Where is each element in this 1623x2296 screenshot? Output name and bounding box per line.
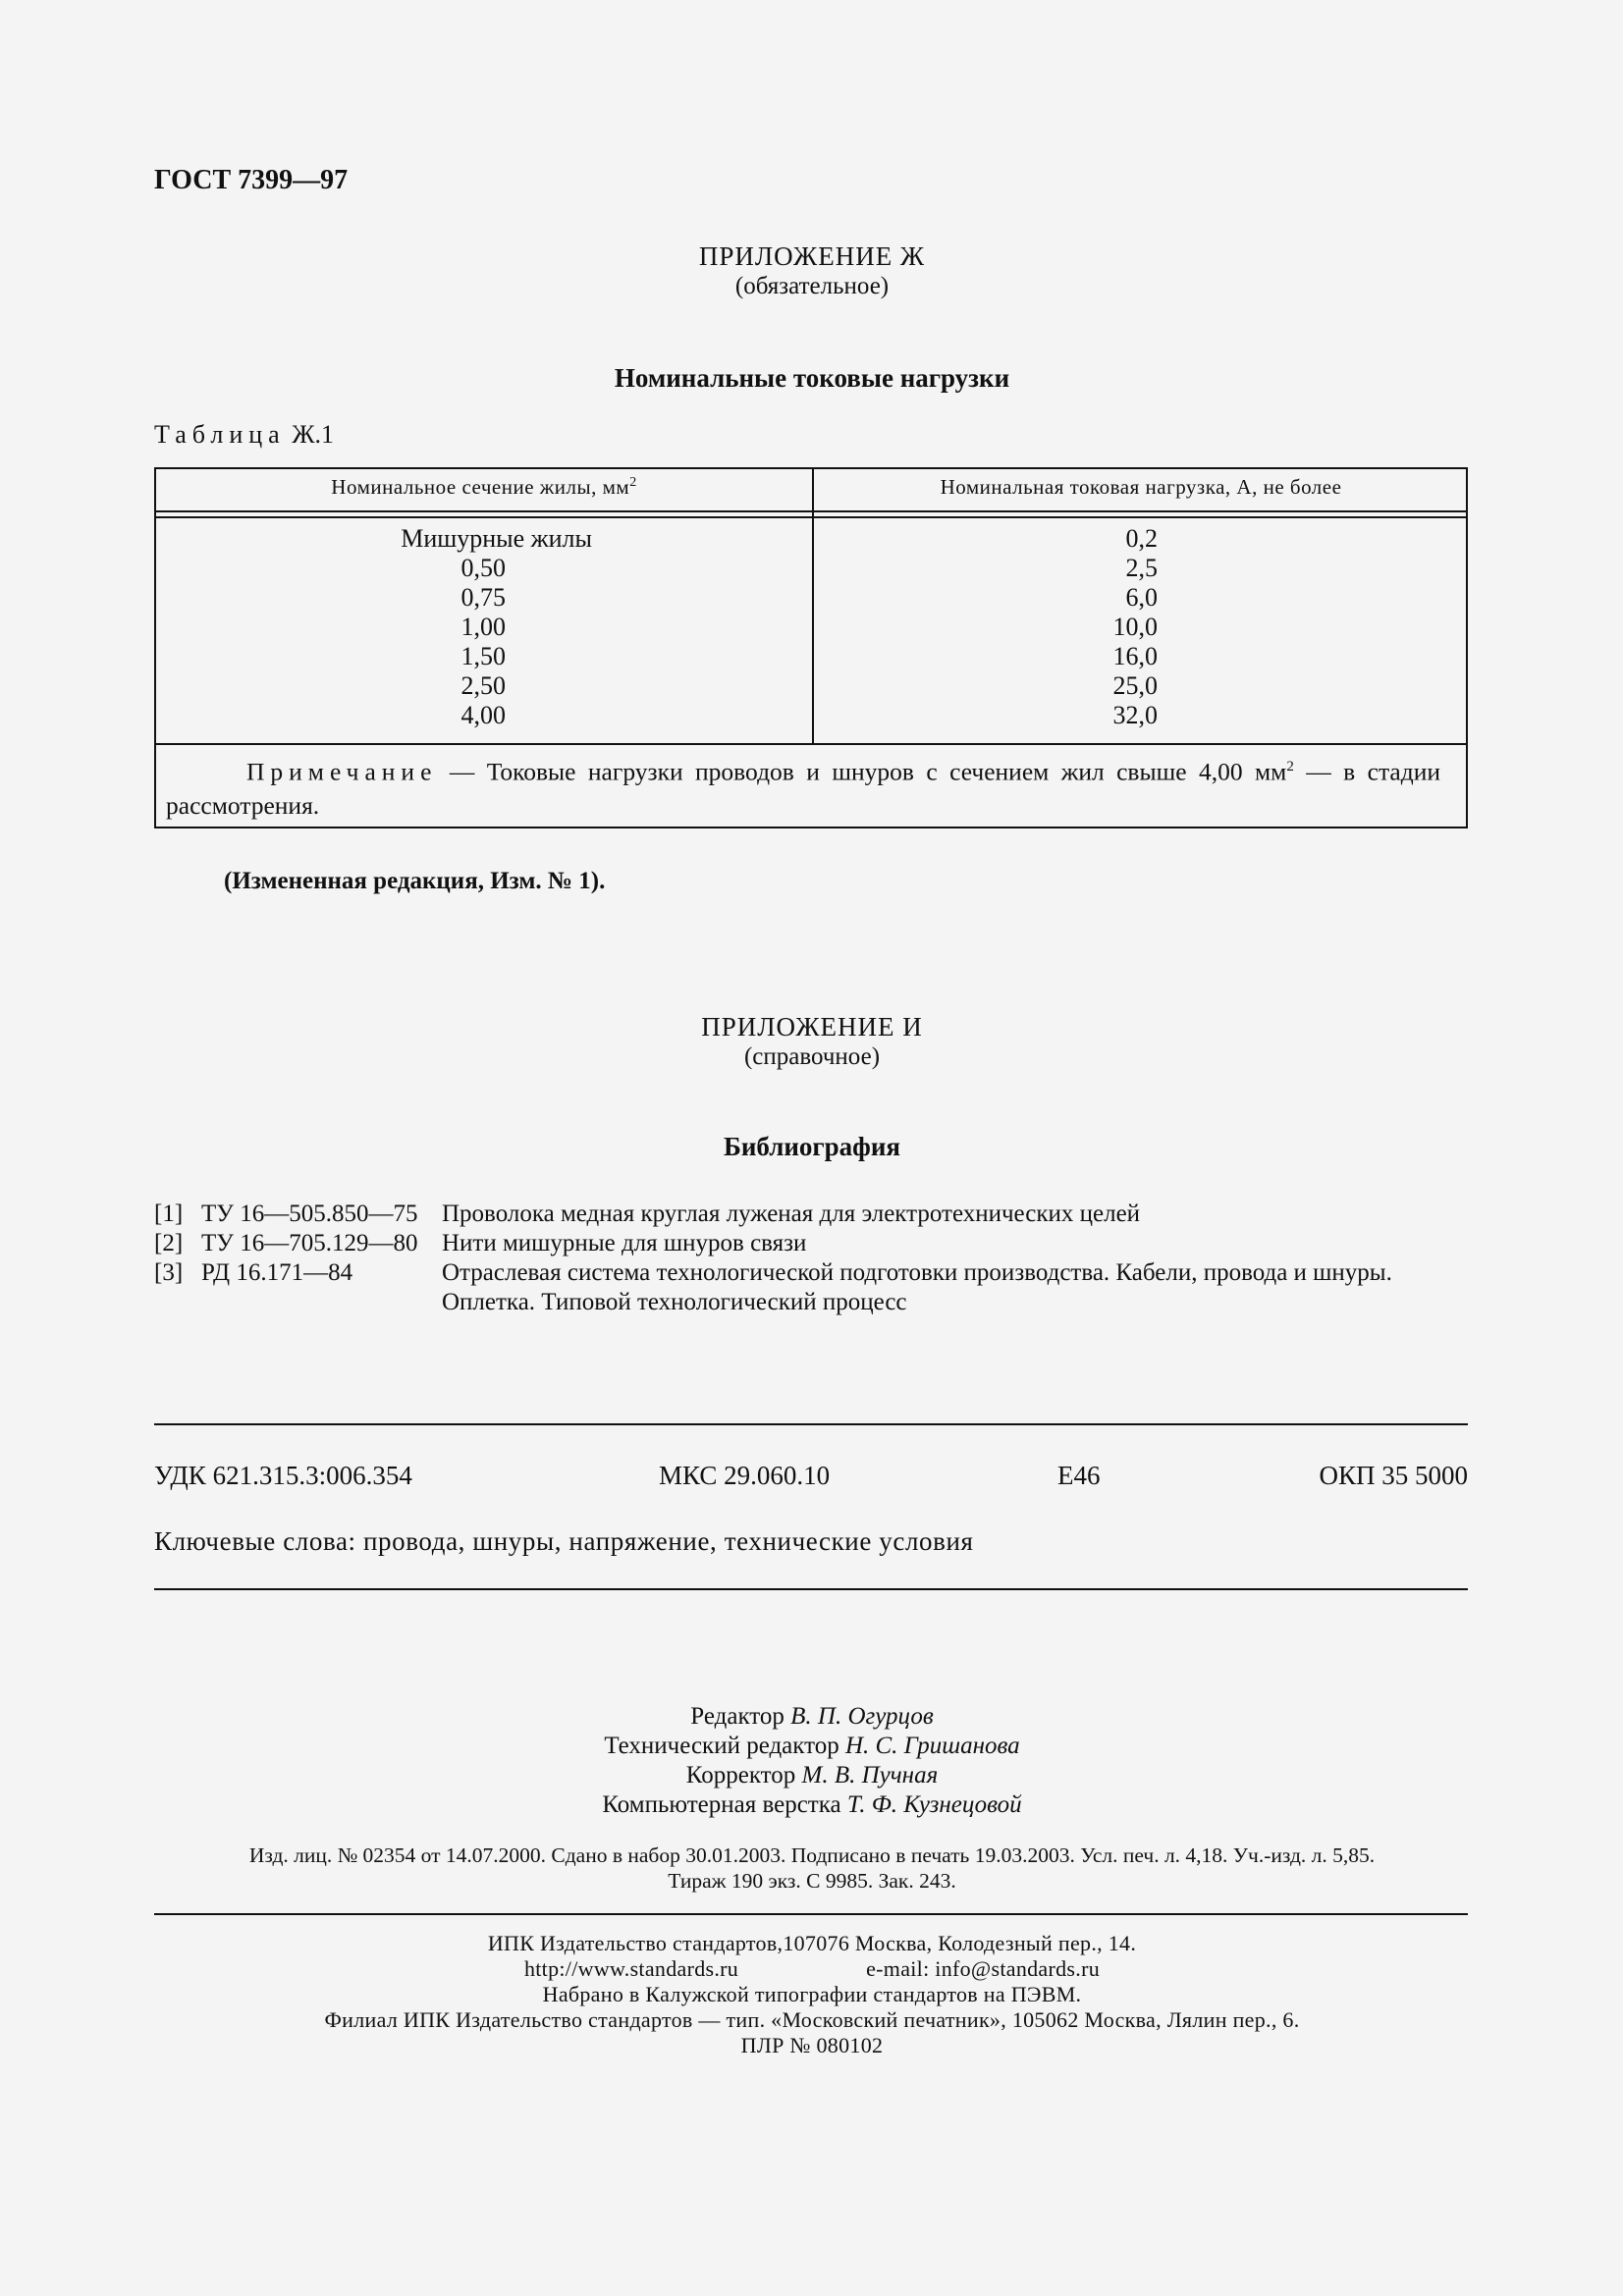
table-cell-load: 6,0 — [1125, 583, 1158, 612]
table-header-section — [156, 475, 812, 500]
bibliography-number: [3] — [154, 1259, 184, 1286]
imprint-line: Набрано в Калужской типографии стандартов на ПЭВМ. — [542, 1982, 1082, 2006]
credit-role: Компьютерная верстка — [602, 1791, 847, 1818]
bibliography-text: Нити мишурные для шнуров связи — [442, 1230, 807, 1256]
table-note — [166, 750, 1440, 823]
table-cell-section: 0,75 — [460, 583, 506, 612]
appendix-zh-heading: Номинальные токовые нагрузки — [614, 363, 1010, 393]
credits — [154, 1702, 1470, 1820]
appendix-zh-subtitle: (обязательное) — [734, 273, 890, 299]
table-cell-section: 0,50 — [460, 554, 506, 582]
publication-info — [154, 1842, 1470, 1894]
keywords: Ключевые слова: провода, шнуры, напряжение, технические условия — [154, 1526, 974, 1556]
table-column-section — [156, 524, 812, 730]
table-cell-section: 1,50 — [460, 642, 506, 670]
table-cell-section: Мишурные жилы — [401, 524, 592, 553]
credit-person: В. П. Огурцов — [790, 1703, 934, 1730]
imprint-line: ИПК Издательство стандартов,107076 Москва, Колодезный пер., 14. — [487, 1931, 1137, 1955]
table-cell-load: 10,0 — [1112, 613, 1158, 641]
amendment-note: (Измененная редакция, Изм. № 1). — [224, 868, 606, 894]
udk-code: УДК 621.315.3:006.354 — [154, 1461, 412, 1490]
credit-person: М. В. Пучная — [801, 1762, 939, 1789]
table-cell-load: 16,0 — [1112, 642, 1158, 670]
table-cell-load: 25,0 — [1112, 671, 1158, 700]
bibliography-code: ТУ 16—505.850—75 — [201, 1201, 418, 1227]
table-header-rule — [156, 516, 1466, 518]
okp-code: ОКП 35 5000 — [1319, 1461, 1468, 1490]
table-caption-number: Ж.1 — [285, 420, 334, 449]
bibliography-number: [2] — [154, 1230, 184, 1256]
table-note-rule — [156, 743, 1466, 745]
table-header-section-text: Номинальное сечение жилы, мм — [331, 475, 630, 499]
table-caption-word: Таблица — [154, 420, 286, 449]
table-note-word: Примечание — [246, 757, 438, 786]
mks-code: МКС 29.060.10 — [659, 1461, 831, 1490]
imprint-line: Филиал ИПК Издательство стандартов — тип. «Московский печатник», 105062 Москва, Лялин пер., 6. — [324, 2007, 1300, 2032]
standard-number: ГОСТ 7399—97 — [154, 165, 349, 195]
table-note-sup: 2 — [1286, 759, 1294, 774]
credit-line — [154, 1732, 1470, 1761]
bibliography-list — [154, 1200, 1471, 1317]
publication-line: Изд. лиц. № 02354 от 14.07.2000. Сдано в набор 30.01.2003. Подписано в печать 19.03.2003. Усл. печ. л. 4,18. Уч.-изд. л. 5,85. — [248, 1843, 1376, 1867]
table-header-load: Номинальная токовая нагрузка, А, не более — [940, 475, 1342, 499]
divider-rule — [154, 1423, 1468, 1425]
table-note-text: — Токовые нагрузки проводов и шнуров с сечением жил свыше 4,00 мм — [437, 757, 1287, 786]
table-cell-load: 0,2 — [1125, 524, 1158, 553]
credit-role: Корректор — [685, 1762, 802, 1789]
table-cell-section: 2,50 — [460, 671, 506, 700]
e-code: Е46 — [1057, 1461, 1101, 1490]
bibliography-item — [154, 1258, 1471, 1317]
bibliography-heading: Библиография — [723, 1132, 901, 1161]
bibliography-code: РД 16.171—84 — [201, 1259, 353, 1286]
divider-rule — [154, 1913, 1468, 1915]
table-cell-section: 1,00 — [460, 613, 506, 641]
publication-line: Тираж 190 экз. С 9985. Зак. 243. — [668, 1869, 956, 1893]
publisher-email[interactable]: e-mail: info@standards.ru — [866, 1956, 1101, 1981]
bibliography-text: Проволока медная круглая луженая для электротехнических целей — [442, 1201, 1141, 1227]
appendix-i-title: ПРИЛОЖЕНИЕ И — [701, 1012, 923, 1041]
table-column-load — [814, 524, 1468, 730]
table-note-text-end: — в стадии рассмотрения. — [166, 757, 1440, 820]
credit-role: Редактор — [690, 1703, 791, 1730]
imprint-line: ПЛР № 080102 — [740, 2033, 884, 2057]
imprint — [154, 1931, 1470, 2058]
appendix-i-subtitle: (справочное) — [743, 1043, 881, 1070]
credit-line — [154, 1761, 1470, 1790]
table-cell-section: 4,00 — [460, 701, 506, 729]
bibliography-item — [154, 1200, 1471, 1229]
credit-role: Технический редактор — [604, 1733, 845, 1759]
imprint-contacts — [154, 1956, 1470, 1982]
appendix-zh-title: ПРИЛОЖЕНИЕ Ж — [698, 241, 926, 271]
bibliography-number: [1] — [154, 1201, 184, 1227]
table-cell-load: 32,0 — [1112, 701, 1158, 729]
table-header-rule — [156, 510, 1466, 512]
bibliography-text: Отраслевая система технологической подготовки производства. Кабели, провода и шнуры. Оплетка. Типовой технологический процесс — [442, 1259, 1392, 1315]
publisher-url[interactable]: http://www.standards.ru — [523, 1956, 739, 1981]
credit-line — [154, 1702, 1470, 1732]
current-load-table — [154, 467, 1468, 828]
bibliography-code: ТУ 16—705.129—80 — [201, 1230, 418, 1256]
table-cell-load: 2,5 — [1125, 554, 1158, 582]
table-caption — [154, 420, 334, 450]
credit-person: Т. Ф. Кузнецовой — [846, 1791, 1022, 1818]
table-header-section-sup: 2 — [629, 475, 637, 490]
credit-person: Н. С. Гришанова — [844, 1733, 1020, 1759]
bibliography-item — [154, 1229, 1471, 1258]
divider-rule — [154, 1588, 1468, 1590]
credit-line — [154, 1790, 1470, 1820]
